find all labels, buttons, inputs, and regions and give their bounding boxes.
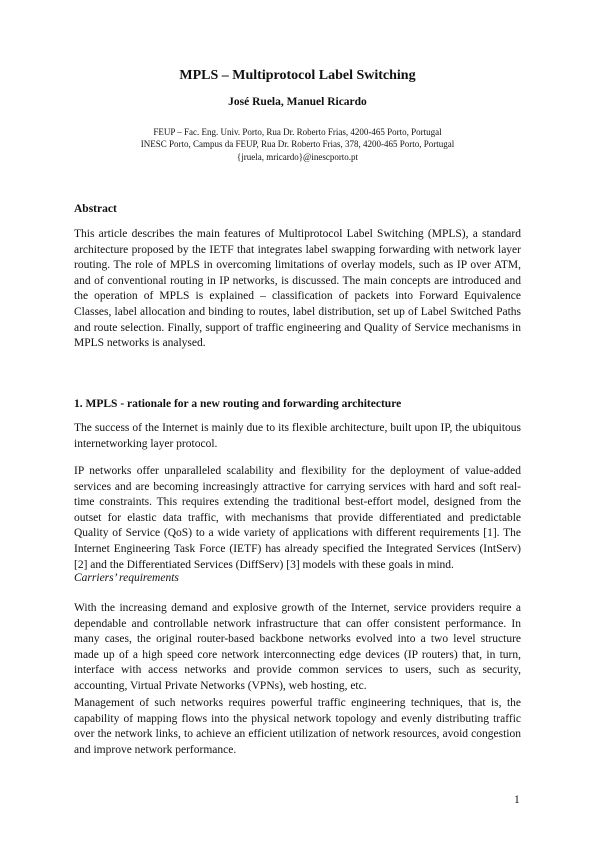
affiliations [0,126,595,163]
email-line: {jruela, mricardo}@inescporto.pt [236,151,359,162]
page-number: 1 [514,794,520,806]
paper-title: MPLS – Multiprotocol Label Switching [179,68,416,83]
paragraph: The success of the Internet is mainly due to its flexible architecture, built upon IP, the ubiquitous internetworking layer protocol. [74,422,521,450]
affiliation-line: FEUP – Fac. Eng. Univ. Porto, Rua Dr. Roberto Frias, 4200-465 Porto, Portugal [153,127,442,137]
subsection-heading: Carriers’ requirements [74,572,179,584]
abstract-heading: Abstract [74,203,117,215]
abstract-text: This article describes the main features of Multiprotocol Label Switching (MPLS), a standard architecture proposed by the IETF that integrates label swapping forwarding with network layer routing. The role of MPLS in overcoming limitations of overlay models, such as IP over ATM, and of conventional routing in IP networks, is discussed. The main concepts are introduced and the operation of MPLS is explained – classification of packets into Forward Equivalence Classes, label allocation and binding to routes, label distribution, set up of Label Switched Paths and route selection. Finally, support of traffic engineering and Quality of Service mechanisms in MPLS networks is analysed. [74,228,521,350]
paragraph: With the increasing demand and explosive growth of the Internet, service providers require a dependable and controllable network infrastructure that can offer consistent performance. In many cases, the original router-based backbone networks evolved into a two level structure made up of a high speed core network interconnecting edge devices (IP routers) that, in turn, interface with access networks and provide common services to users, such as security, accounting, Virtual Private Networks (VPNs), web hosting, etc. [74,602,521,692]
paragraph: Management of such networks requires powerful traffic engineering techniques, that is, the capability of mapping flows into the physical network topology and evenly distributing traffic over the network links, to achieve an efficient utilization of network resources, avoid congestion and improve network performance. [74,697,521,756]
paragraph: IP networks offer unparalleled scalability and flexibility for the deployment of value-added services and are becoming increasingly attractive for carrying services with hard and soft real-time constraints. This requires extending the traditional best-effort model, designed from the outset for elastic data traffic, with mechanisms that provide differentiated and predictable Quality of Service (QoS) to a wide variety of applications with different requirements [1]. The Internet Engineering Task Force (IETF) has already specified the Integrated Services (IntServ) [2] and the Differentiated Services (DiffServ) [3] models with these goals in mind. [74,465,521,571]
affiliation-line: INESC Porto, Campus da FEUP, Rua Dr. Roberto Frias, 378, 4200-465 Porto, Portugal [140,139,455,150]
paper-authors: José Ruela, Manuel Ricardo [228,96,367,108]
section-heading: 1. MPLS - rationale for a new routing and forwarding architecture [74,398,402,410]
